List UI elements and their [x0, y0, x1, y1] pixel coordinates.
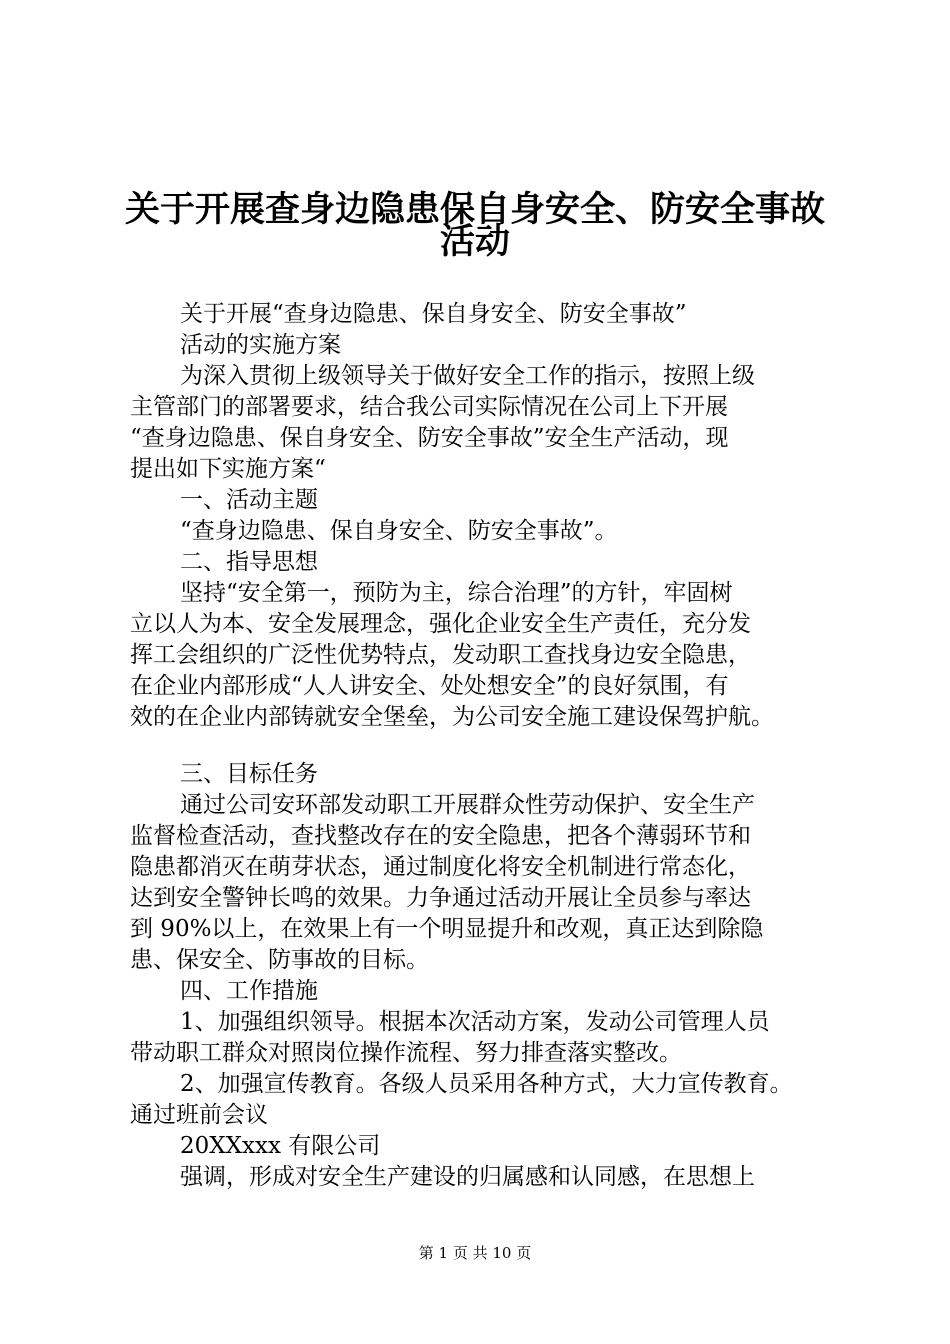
body-line: 达到安全警钟长鸣的效果。力争通过活动开展让全员参与率达: [130, 885, 751, 911]
body-line: 1、加强组织领导。根据本次活动方案，发动公司管理人员: [180, 1009, 770, 1035]
body-line: 立以人为本、安全发展理念，强化企业安全生产责任，充分发: [130, 611, 751, 637]
body-line: 效的在企业内部铸就安全堡垒，为公司安全施工建设保驾护航。: [130, 704, 774, 730]
body-line: “查身边隐患、保自身安全、防安全事故”安全生产活动，现: [130, 425, 729, 451]
body-line: 为深入贯彻上级领导关于做好安全工作的指示，按照上级: [180, 363, 755, 389]
body-line: 在企业内部形成“人人讲安全、处处想安全”的良好氛围，有: [130, 673, 729, 699]
body-line: 通过公司安环部发动职工开展群众性劳动保护、安全生产: [180, 792, 755, 818]
body-line: 挥工会组织的广泛性优势特点，发动职工查找身边安全隐患，: [130, 642, 751, 668]
body-line: 二、指导思想: [180, 549, 318, 575]
body-line: 监督检查活动，查找整改存在的安全隐患，把各个薄弱环节和: [130, 823, 751, 849]
body-line: 带动职工群众对照岗位操作流程、努力排查落实整改。: [130, 1040, 682, 1066]
body-line: 患、保安全、防事故的目标。: [130, 947, 429, 973]
body-line: 到 90%以上，在效果上有一个明显提升和改观，真正达到除隐: [130, 916, 764, 942]
body-line: 三、目标任务: [180, 761, 318, 787]
body-line: 活动的实施方案: [180, 332, 341, 358]
body-line: “查身边隐患、保自身安全、防安全事故”。: [180, 518, 618, 544]
paragraph-gap: [130, 733, 850, 759]
body-line: 强调，形成对安全生产建设的归属感和认同感，在思想上: [180, 1164, 755, 1190]
body-line: 20XXxxx 有限公司: [180, 1133, 381, 1159]
body-line: 坚持“安全第一，预防为主，综合治理”的方针，牢固树: [180, 580, 733, 606]
body-line: 一、活动主题: [180, 487, 318, 513]
page-number-footer: 第 1 页 共 10 页: [418, 1244, 532, 1262]
body-line: 主管部门的部署要求，结合我公司实际情况在公司上下开展: [130, 394, 728, 420]
body-line: 四、工作措施: [180, 978, 318, 1004]
document-title-line-1: 关于开展查身边隐患保自身安全、防安全事故: [124, 190, 825, 230]
document-title-line-2: 活动: [439, 222, 510, 262]
body-line: 隐患都消灭在萌芽状态，通过制度化将安全机制进行常态化，: [130, 854, 751, 880]
body-line: 提出如下实施方案“: [130, 456, 326, 482]
body-line: 关于开展“查身边隐患、保自身安全、防安全事故”: [180, 301, 687, 327]
body-line: 通过班前会议: [130, 1102, 268, 1128]
body-line: 2、加强宣传教育。各级人员采用各种方式，大力宣传教育。: [180, 1071, 793, 1097]
document-body: [130, 299, 850, 1193]
